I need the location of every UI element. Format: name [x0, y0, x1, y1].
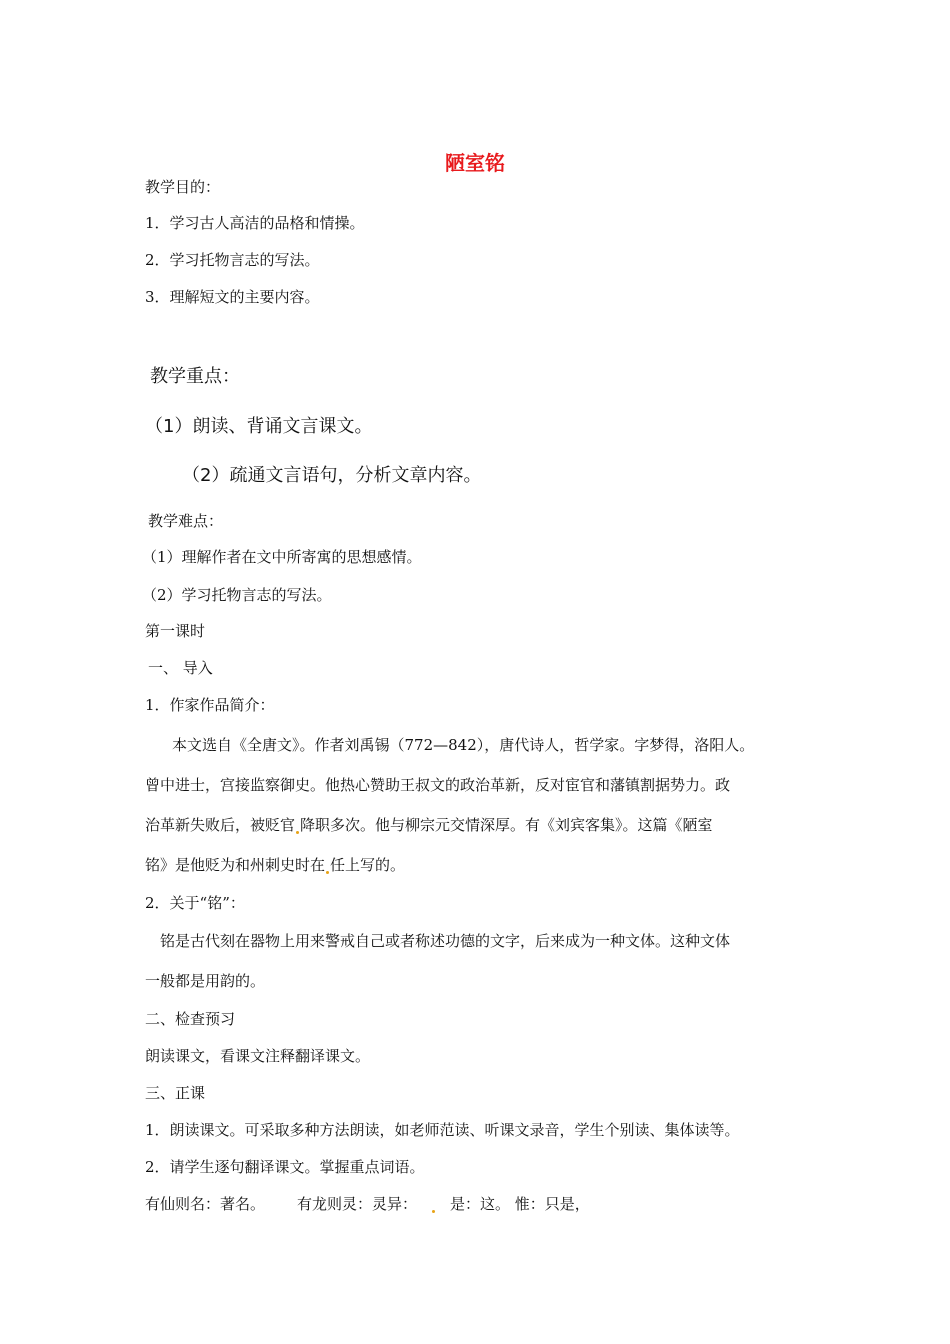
intro-paragraph-line: 本文选自《全唐文》。作者刘禹锡（772—842），唐代诗人，哲学家。字梦得，洛阳人。 [172, 736, 755, 754]
vocab-entry: 是：这。 惟：只是， [450, 1195, 590, 1213]
vocab-entry: 有仙则名：著名。 [145, 1195, 266, 1213]
ming-paragraph-line: 一般都是用韵的。 [145, 972, 266, 990]
objective-item: 1．学习古人高洁的品格和情操。 [145, 214, 365, 232]
intro-paragraph-line [145, 855, 405, 875]
step-item: 2．请学生逐句翻译课文。掌握重点词语。 [145, 1158, 425, 1176]
key-point-item: （1）朗读、背诵文言课文。 [145, 416, 373, 437]
intro-line-part: 铭》是他贬为和州刺史时在 [145, 856, 326, 874]
intro-paragraph-line: 曾中进士，宫接监察御史。他热心赞助王叔文的政治革新，反对宦官和藩镇割据势力。政 [145, 776, 731, 794]
vocab-entry: 有龙则灵：灵异： [297, 1195, 418, 1213]
lesson-period: 第一课时 [145, 622, 206, 640]
section-heading: 一、 导入 [148, 659, 213, 677]
key-points-label: 教学重点： [150, 366, 240, 387]
difficulties-label: 教学难点： [148, 512, 224, 530]
section-heading: 二、检查预习 [145, 1010, 236, 1028]
key-point-item: （2）疏通文言语句，分析文章内容。 [182, 465, 482, 486]
section-heading: 三、正课 [145, 1084, 206, 1102]
intro-line-part: 降职多次。他与柳宗元交情深厚。有《刘宾客集》。这篇《陋室 [300, 816, 713, 834]
difficulty-item: （1）理解作者在文中所寄寓的思想感情。 [142, 548, 422, 566]
intro-paragraph-line [145, 815, 713, 835]
vocab-line [145, 1194, 590, 1214]
emphasis-dot [296, 831, 299, 834]
objective-item: 2．学习托物言志的写法。 [145, 251, 320, 269]
emphasis-dot [432, 1210, 435, 1213]
emphasis-dot [326, 871, 329, 874]
difficulty-item: （2）学习托物言志的写法。 [142, 586, 332, 604]
ming-paragraph-line: 铭是古代刻在器物上用来警戒自己或者称述功德的文字，后来成为一种文体。这种文体 [160, 932, 731, 950]
objective-item: 3．理解短文的主要内容。 [145, 288, 320, 306]
intro-line-part: 任上写的。 [330, 856, 406, 874]
page-title: 陋室铭 [445, 151, 505, 175]
step-item: 1．朗读课文。可采取多种方法朗读，如老师范读、听课文录音，学生个别读、集体读等。 [145, 1121, 740, 1139]
objectives-label: 教学目的： [145, 178, 221, 196]
preview-text: 朗读课文，看课文注释翻译课文。 [145, 1047, 371, 1065]
ming-heading: 2．关于“铭”： [145, 894, 245, 912]
intro-heading: 1．作家作品简介： [145, 696, 275, 714]
intro-line-part: 治革新失败后，被贬官 [145, 816, 296, 834]
